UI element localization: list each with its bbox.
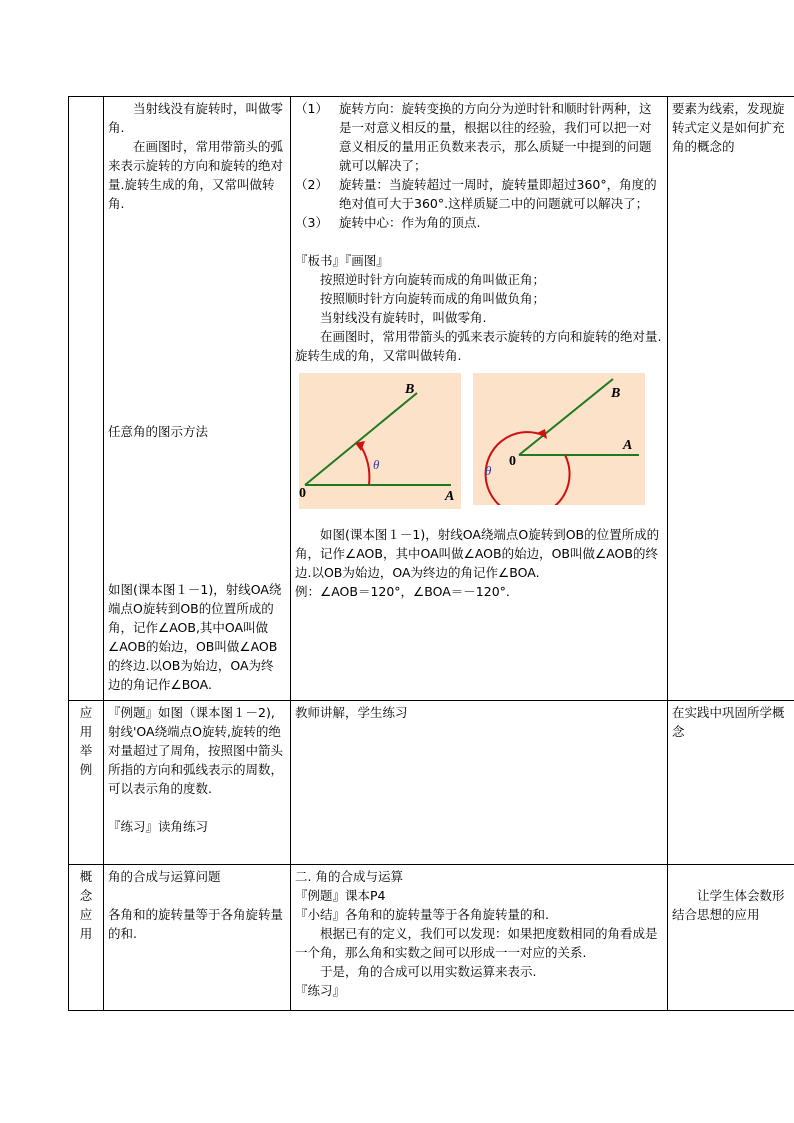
figure-negative-angle xyxy=(473,373,645,505)
figure-positive-angle xyxy=(299,373,461,509)
row-definition xyxy=(69,97,794,701)
board-line-arc: 在画图时，常用带箭头的弧来表示旋转的方向和旋转的绝对量.旋转生成的角，又常叫做转角. xyxy=(295,329,662,363)
row-concept xyxy=(69,865,794,1011)
summary-text: 『小结』各角和的旋转量等于各角旋转量的和. xyxy=(295,907,549,922)
correspondence-text: 根据已有的定义，我们可以发现：如果把度数相同的角看成是一个角，那么角和实数之间可以形成一一对应的关系. xyxy=(295,926,658,960)
label-b: B xyxy=(611,386,621,401)
composition-title: 角的合成与运算问题 xyxy=(108,869,221,884)
row2-col2: 教师讲解，学生练习 xyxy=(291,701,668,865)
board-line-positive: 按照逆时针方向旋转而成的角叫做正角； xyxy=(320,272,546,287)
angle-example: 例：∠AOB＝120°，∠BOA＝－120°. xyxy=(295,584,510,599)
diagram-method-heading: 任意角的图示方法 xyxy=(108,424,209,439)
composition-rule: 各角和的旋转量等于各角旋转量的和. xyxy=(108,907,284,941)
practice-label: 『练习』 xyxy=(295,983,346,998)
example-ref: 『例题』课本P4 xyxy=(295,888,386,903)
arc-drawing-text: 在画图时，常用带箭头的弧来表示旋转的方向和旋转的绝对量.旋转生成的角，又常叫做转角. xyxy=(108,139,284,211)
board-line-zero: 当射线没有旋转时，叫做零角. xyxy=(320,310,487,325)
row3-col3: 让学生体会数形结合思想的应用 xyxy=(668,865,794,1011)
row2-col3: 在实践中巩固所学概念 xyxy=(668,701,794,865)
row2-col1 xyxy=(104,701,291,865)
label-application: 应 用 举 例 xyxy=(69,701,104,865)
section-title: 二. 角的合成与运算 xyxy=(295,869,403,884)
practice-text: 『练习』读角练习 xyxy=(108,819,209,834)
row1-col1 xyxy=(104,97,291,701)
label-theta: θ xyxy=(485,463,492,478)
lesson-table xyxy=(68,96,794,1011)
row1-col3: 要素为线索，发现旋转式定义是如何扩充角的概念的 xyxy=(668,97,794,701)
figure-description: 如图(课本图１－1)，射线OA绕端点O旋转到OB的位置所成的角，记作∠AOB，其中OA叫做∠AOB的始边，OB叫做∠AOB的终边.以OB为始边，OA为终边的角记作∠BOA. xyxy=(295,527,660,580)
row1-col2 xyxy=(291,97,668,701)
zero-angle-text: 当射线没有旋转时，叫做零角. xyxy=(108,101,284,135)
item-amount: （2） 旋转量：当旋转超过一周时，旋转量即超过360°，角度的绝对值可大于360°.这样质疑二中的问题就可以解决了； xyxy=(295,177,657,211)
label-o: 0 xyxy=(299,486,306,501)
row3-col2 xyxy=(291,865,668,1011)
label-concept: 概 念 应 用 xyxy=(69,865,104,1011)
row-application xyxy=(69,701,794,865)
aob-definition-text: 如图(课本图１－1)，射线OA绕端点O旋转到OB的位置所成的角，记作∠AOB,其中OA叫做∠AOB的始边，OB叫做∠AOB的终边.以OB为始边，OA为终边的角记作∠BOA. xyxy=(108,582,282,692)
label-a: A xyxy=(623,438,633,453)
example-text: 『例题』如图（课本图１－2),射线'OA绕端点O旋转,旋转的绝对量超过了周角，按照图中箭头所指的方向和弧线表示的周数，可以表示角的度数. xyxy=(108,705,284,796)
item-center: （3） 旋转中心：作为角的顶点. xyxy=(295,215,481,230)
row3-col1 xyxy=(104,865,291,1011)
label-b: B xyxy=(405,382,415,397)
item-direction: （1） 旋转方向：旋转变换的方向分为逆时针和顺时针两种，这是一对意义相反的量，根据以往的经验，我们可以把一对意义相反的量用正负数来表示，那么质疑一中提到的问题就可以解决了； xyxy=(295,101,652,173)
label-a: A xyxy=(445,489,455,504)
board-line-negative: 按照顺时针方向旋转而成的角叫做负角； xyxy=(320,291,546,306)
label-cell-empty xyxy=(69,97,104,701)
label-theta: θ xyxy=(373,457,380,472)
board-heading: 『板书』『画图』 xyxy=(295,253,389,268)
angle-figures xyxy=(299,373,663,509)
operation-text: 于是，角的合成可以用实数运算来表示. xyxy=(320,964,537,979)
label-o: 0 xyxy=(509,454,516,469)
